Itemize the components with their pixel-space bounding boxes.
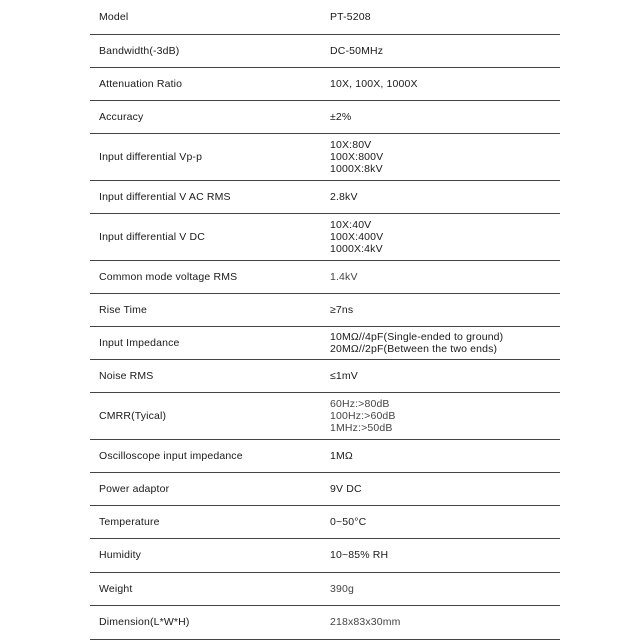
spec-row <box>90 326 560 359</box>
spec-row <box>90 34 560 67</box>
spec-label: Input differential V DC <box>99 230 205 243</box>
spec-label: Input differential V AC RMS <box>99 190 231 203</box>
spec-label: Attenuation Ratio <box>99 77 183 90</box>
spec-value-line: 1MHz:>50dB <box>330 421 393 434</box>
spec-value <box>318 213 560 260</box>
spec-row <box>90 439 560 472</box>
spec-value <box>318 260 560 293</box>
spec-label: Input Impedance <box>99 336 180 349</box>
spec-row <box>90 392 560 439</box>
spec-row <box>90 472 560 505</box>
spec-value-line: 1000X:8kV <box>330 162 383 175</box>
spec-row <box>90 505 560 538</box>
spec-label: Common mode voltage RMS <box>99 270 238 283</box>
spec-label: Temperature <box>99 515 160 528</box>
spec-value <box>318 67 560 100</box>
spec-value <box>318 180 560 213</box>
spec-value-line: DC-50MHz <box>330 44 384 57</box>
spec-label: Dimension(L*W*H) <box>99 616 190 628</box>
spec-value <box>318 326 560 359</box>
spec-value-line: 20MΩ//2pF(Between the two ends) <box>330 342 498 355</box>
spec-row <box>90 67 560 100</box>
spec-label: CMRR(Tyical) <box>99 409 167 422</box>
spec-value-line: 100Hz:>60dB <box>330 409 396 422</box>
spec-value <box>318 472 560 505</box>
spec-label: Weight <box>99 582 133 595</box>
spec-value <box>318 505 560 538</box>
spec-label: Model <box>99 10 129 23</box>
spec-value <box>318 100 560 133</box>
spec-value-line: 100X:800V <box>330 150 384 163</box>
spec-value <box>318 572 560 605</box>
spec-row <box>90 293 560 326</box>
spec-value-line: 1000X:4kV <box>330 242 383 255</box>
spec-value-line: 218x83x30mm <box>330 616 401 628</box>
spec-value-line: 60Hz:>80dB <box>330 397 390 410</box>
spec-value-line: 100X:400V <box>330 230 384 243</box>
spec-row <box>90 538 560 572</box>
spec-row <box>90 0 560 34</box>
spec-row <box>90 260 560 293</box>
spec-row <box>90 133 560 180</box>
spec-value-line: 10X, 100X, 1000X <box>330 77 418 90</box>
spec-row <box>90 100 560 133</box>
spec-value-line: ≤1mV <box>330 369 358 382</box>
spec-row <box>90 605 560 639</box>
spec-label: Noise RMS <box>99 369 154 382</box>
spec-value <box>318 34 560 67</box>
spec-value <box>318 359 560 392</box>
spec-table <box>90 0 560 640</box>
spec-label: Bandwidth(-3dB) <box>99 44 180 57</box>
spec-label: Accuracy <box>99 110 144 123</box>
spec-label: Rise Time <box>99 303 148 316</box>
spec-row <box>90 213 560 260</box>
spec-value-line: 10~85% RH <box>330 549 389 561</box>
spec-value-line: 1.4kV <box>330 270 358 283</box>
spec-label: Humidity <box>99 549 142 561</box>
spec-value-line: 2.8kV <box>330 190 358 203</box>
spec-row <box>90 180 560 213</box>
spec-value-line: 10X:40V <box>330 218 372 231</box>
spec-value <box>318 0 560 34</box>
spec-value <box>318 605 560 639</box>
spec-label: Power adaptor <box>99 482 170 495</box>
spec-value-line: 10MΩ//4pF(Single-ended to ground) <box>330 330 504 343</box>
spec-value-line: 10X:80V <box>330 138 372 151</box>
spec-value <box>318 538 560 572</box>
spec-value-line: ≥7ns <box>330 303 354 316</box>
spec-value-line: 1MΩ <box>330 449 353 462</box>
spec-label: Input differential Vp-p <box>99 150 203 163</box>
spec-row <box>90 572 560 605</box>
spec-value <box>318 392 560 439</box>
spec-value-line: 9V DC <box>330 482 362 495</box>
spec-value-line: ±2% <box>330 110 352 123</box>
spec-value <box>318 133 560 180</box>
spec-row <box>90 359 560 392</box>
spec-value <box>318 439 560 472</box>
spec-value <box>318 293 560 326</box>
spec-value-line: PT-5208 <box>330 10 371 23</box>
spec-value-line: 390g <box>330 582 354 595</box>
spec-table-body <box>90 0 560 639</box>
spec-label: Oscilloscope input impedance <box>99 449 243 462</box>
spec-value-line: 0~50°C <box>330 515 367 528</box>
